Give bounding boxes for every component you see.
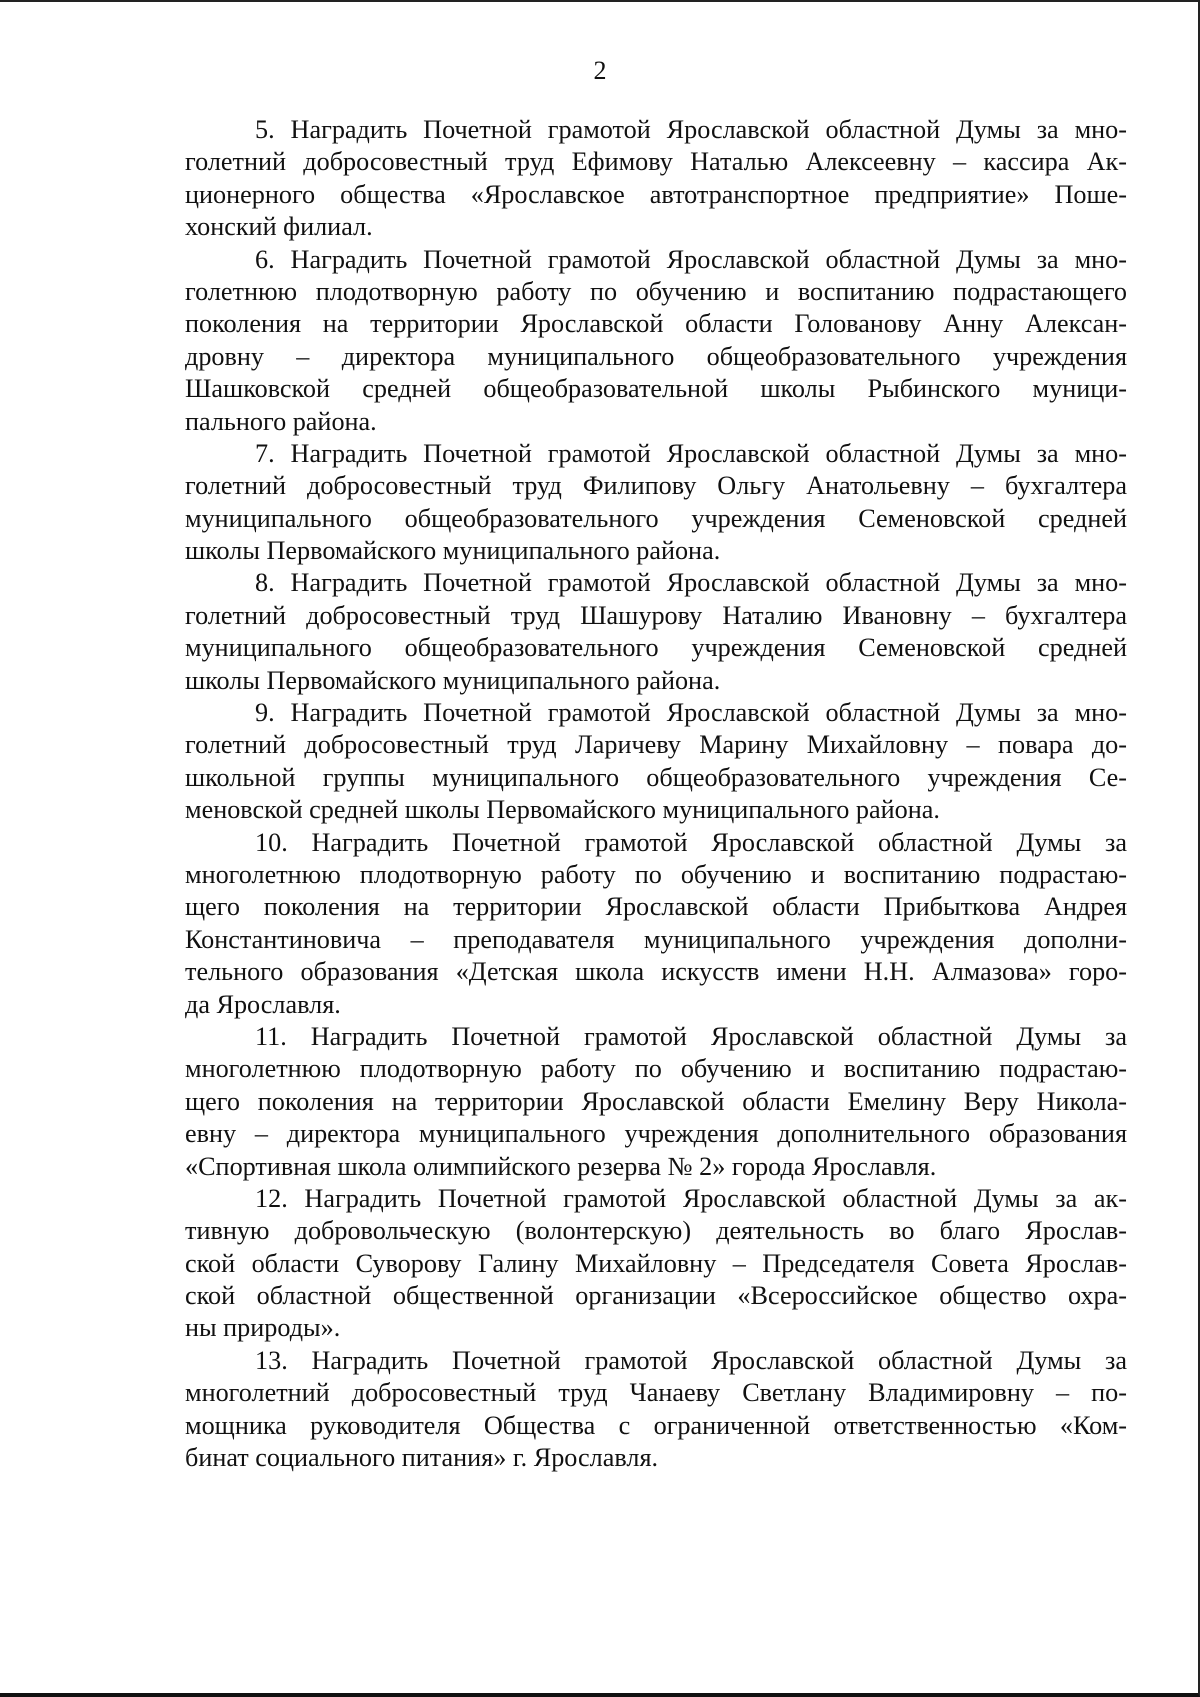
text-line: щего поколения на территории Ярославской области Прибыткова Андрея bbox=[185, 892, 1127, 922]
text-line: голетний добросовестный труд Шашурову Наталию Ивановну – бухгалтера bbox=[185, 600, 1127, 630]
page-number: 2 bbox=[593, 56, 607, 85]
text-line: школьной группы муниципального общеобразовательного учреждения Се- bbox=[185, 762, 1127, 792]
paragraph bbox=[185, 438, 1127, 568]
text-line: голетний добросовестный труд Филипову Ольгу Анатольевну – бухгалтера bbox=[185, 471, 1127, 501]
text-line: 8. Наградить Почетной грамотой Ярославской областной Думы за мно- bbox=[255, 568, 1127, 598]
text-line: школы Первомайского муниципального района. bbox=[185, 536, 721, 566]
text-line: муниципального общеобразовательного учреждения Семеновской средней bbox=[185, 633, 1127, 663]
text-line: тивную добровольческую (волонтерскую) деятельность во благо Ярослав- bbox=[185, 1216, 1127, 1246]
text-line: многолетний добросовестный труд Чанаеву Светлану Владимировну – по- bbox=[185, 1378, 1127, 1408]
text-line: 11. Наградить Почетной грамотой Ярославской областной Думы за bbox=[255, 1021, 1127, 1051]
text-line: голетний добросовестный труд Ларичеву Марину Михайловну – повара до- bbox=[185, 730, 1127, 760]
text-line: евну – директора муниципального учреждения дополнительного образования bbox=[185, 1119, 1127, 1149]
text-line: дровну – директора муниципального общеобразовательного учреждения bbox=[185, 341, 1127, 371]
text-line: муниципального общеобразовательного учреждения Семеновской средней bbox=[185, 503, 1127, 533]
text-line: да Ярославля. bbox=[185, 989, 341, 1019]
text-line: голетнюю плодотворную работу по обучению и воспитанию подрастающего bbox=[185, 276, 1127, 306]
paragraph bbox=[185, 567, 1127, 697]
text-line: 10. Наградить Почетной грамотой Ярославской областной Думы за bbox=[255, 827, 1127, 857]
text-line: щего поколения на территории Ярославской области Емелину Веру Никола- bbox=[185, 1086, 1127, 1116]
text-line: Константиновича – преподавателя муниципального учреждения дополни- bbox=[185, 924, 1127, 954]
text-line: ционерного общества «Ярославское автотранспортное предприятие» Поше- bbox=[185, 179, 1127, 209]
text-line: тельного образования «Детская школа искусств имени Н.Н. Алмазова» горо- bbox=[185, 957, 1127, 987]
text-line: многолетнюю плодотворную работу по обучению и воспитанию подрастаю- bbox=[185, 1054, 1127, 1084]
text-line: ны природы». bbox=[185, 1313, 341, 1343]
text-line: ской областной общественной организации «Всероссийское общество охра- bbox=[185, 1281, 1127, 1311]
text-line: ской области Суворову Галину Михайловну – Председателя Совета Ярослав- bbox=[185, 1248, 1127, 1278]
paragraph bbox=[185, 1345, 1127, 1475]
text-line: школы Первомайского муниципального района. bbox=[185, 665, 721, 695]
paragraph bbox=[185, 114, 1127, 244]
text-line: 9. Наградить Почетной грамотой Ярославской областной Думы за мно- bbox=[255, 698, 1127, 728]
paragraph bbox=[185, 697, 1127, 827]
text-line: 12. Наградить Почетной грамотой Ярославской областной Думы за ак- bbox=[255, 1183, 1127, 1213]
paragraph bbox=[185, 827, 1127, 1021]
paragraph bbox=[185, 1021, 1127, 1183]
text-line: поколения на территории Ярославской области Голованову Анну Алексан- bbox=[185, 309, 1127, 339]
text-line: Шашковской средней общеобразовательной школы Рыбинского муници- bbox=[185, 374, 1127, 404]
text-line: 6. Наградить Почетной грамотой Ярославской областной Думы за мно- bbox=[255, 244, 1127, 274]
text-line: меновской средней школы Первомайского муниципального района. bbox=[185, 795, 940, 825]
text-line: хонский филиал. bbox=[185, 212, 373, 242]
paragraph bbox=[185, 244, 1127, 438]
text-line: 13. Наградить Почетной грамотой Ярославской областной Думы за bbox=[255, 1345, 1127, 1375]
text-line: бинат социального питания» г. Ярославля. bbox=[185, 1443, 659, 1473]
text-line: «Спортивная школа олимпийского резерва № 2» города Ярославля. bbox=[185, 1151, 937, 1181]
paragraph bbox=[185, 1183, 1127, 1345]
document-body bbox=[185, 114, 1127, 1474]
text-line: голетний добросовестный труд Ефимову Наталью Алексеевну – кассира Ак- bbox=[185, 147, 1127, 177]
text-line: пального района. bbox=[185, 406, 377, 436]
text-line: 7. Наградить Почетной грамотой Ярославской областной Думы за мно- bbox=[255, 438, 1127, 468]
text-line: мощника руководителя Общества с ограниченной ответственностью «Ком- bbox=[185, 1410, 1127, 1440]
text-line: многолетнюю плодотворную работу по обучению и воспитанию подрастаю- bbox=[185, 859, 1127, 889]
text-line: 5. Наградить Почетной грамотой Ярославской областной Думы за мно- bbox=[255, 115, 1127, 144]
